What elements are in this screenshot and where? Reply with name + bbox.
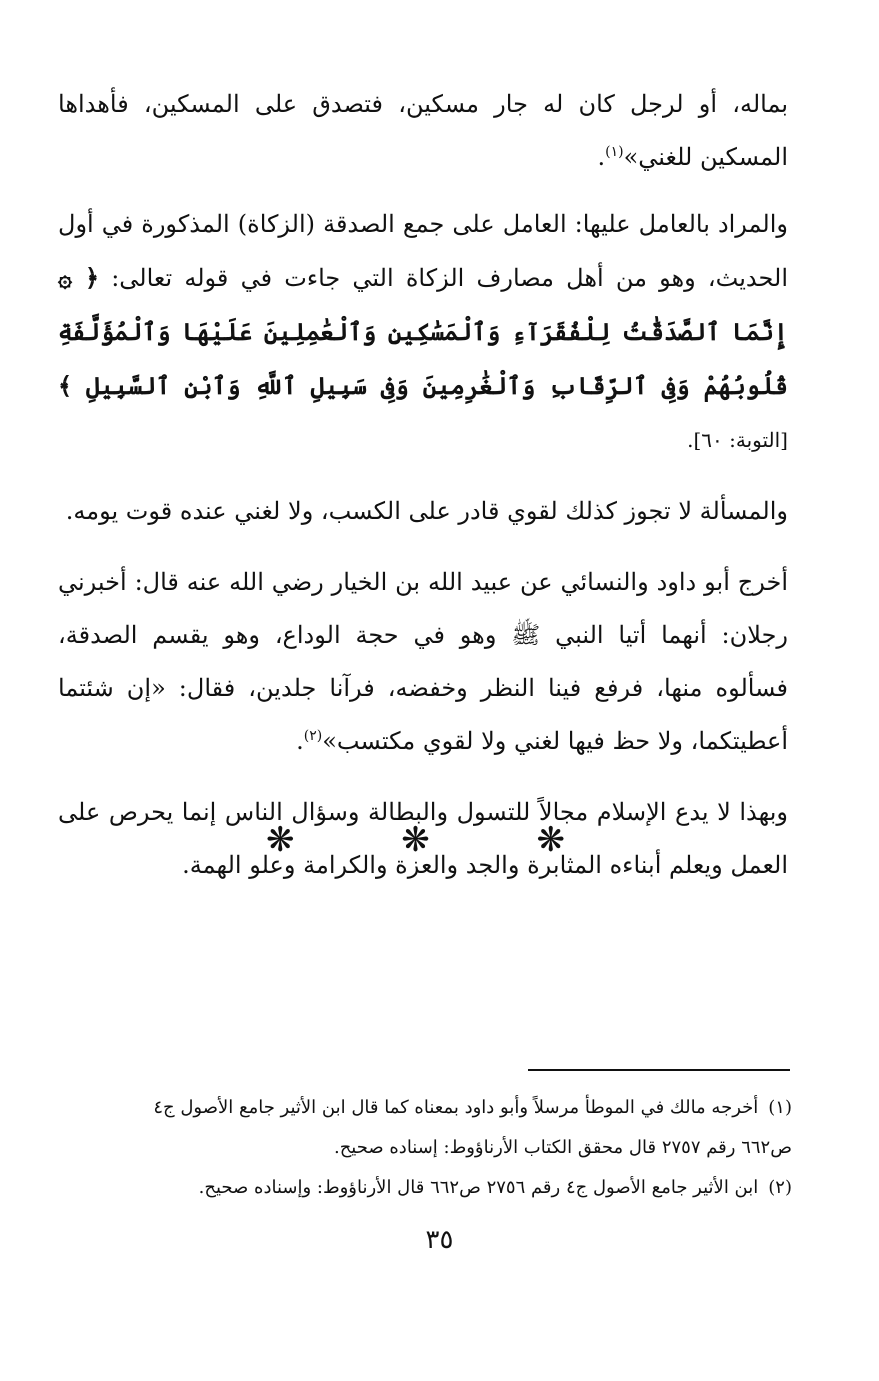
section-separator: ❋ ❋ ❋ <box>265 820 614 860</box>
paragraph-3: والمسألة لا تجوز كذلك لقوي قادر على الكسب، ولا لغني عنده قوت يومه. <box>65 497 788 525</box>
page-number: ٣٥ <box>425 1225 454 1255</box>
quran-verse: ﴿ ۞ إِنَّمَا ٱلصَّدَقَٰتُ لِلْفُقَرَآءِ وَٱلْمَسَٰكِينِ وَٱلْعَٰمِلِينَ عَلَيْهَا وَٱلْمُؤَلَّفَةِ قُلُوبُهُمْ وَفِى ٱلرِّقَابِ وَٱلْغَٰرِمِينَ وَفِى سَبِيلِ ٱللَّهِ وَٱبْنِ ٱلسَّبِيلِ ﴾ <box>58 263 788 400</box>
paragraph-5: وبهذا لا يدع الإسلام مجالاً للتسول والبطالة وسؤال الناس إنما يحرص على العمل ويعلم أبناءه المثابرة والجد والعزة والكرامة وعلو الهمة. <box>58 798 788 879</box>
quran-reference: [التوبة: ٦٠]. <box>687 428 788 452</box>
footnote-1: (١)أخرجه مالك في الموطأ مرسلاً وأبو داود بمعناه كما قال ابن الأثير جامع الأصول ج٤ <box>80 1088 792 1128</box>
footnote-divider <box>528 1069 790 1071</box>
footnote-ref-1: (١) <box>605 144 624 160</box>
footnote-ref-2: (٢) <box>303 728 323 744</box>
footnotes <box>80 1088 792 1208</box>
paragraph-1: بماله، أو لرجل كان له جار مسكين، فتصدق على المسكين، فأهداها المسكين للغني»$^{(١)}$. <box>58 90 788 171</box>
footnote-2: (٢)ابن الأثير جامع الأصول ج٤ رقم ٢٧٥٦ ص٦٦٢ قال الأرناؤوط: وإسناده صحيح. <box>80 1168 792 1208</box>
paragraph-2: والمراد بالعامل عليها: العامل على جمع الصدقة (الزكاة) المذكورة في أول الحديث، وهو من أهل مصارف الزكاة التي جاءت في قوله تعالى: ﴿ ۞ إِنَّمَا ٱلصَّدَقَٰتُ لِلْفُقَرَآءِ وَٱلْمَسَٰكِينِ وَٱلْعَٰمِلِينَ عَلَيْهَا وَٱلْمُؤَلَّفَةِ قُلُوبُهُمْ وَفِى ٱلرِّقَابِ وَٱلْغَٰرِمِينَ وَفِى سَبِيلِ ٱللَّهِ وَٱبْنِ ٱلسَّبِيلِ ﴾ [التوبة: ٦٠]. <box>58 210 788 452</box>
paragraph-4: أخرج أبو داود والنسائي عن عبيد الله بن الخيار رضي الله عنه قال: أخبرني رجلان: أنهما أتيا النبي ﷺ وهو في حجة الوداع، وهو يقسم الصدقة، فسألوه منها، فرفع فينا النظر وخفضه، فرآنا جلدين، فقال: «إن شئتما أعطيتكما، ولا حظ فيها لغني ولا لقوي مكتسب»$^{(٢)}$. <box>58 568 788 755</box>
footnote-number: (٢) <box>768 1177 792 1198</box>
footnote-1-continued: ص٦٦٢ رقم ٢٧٥٧ قال محقق الكتاب الأرناؤوط: إسناده صحيح. <box>333 1137 792 1158</box>
footnote-number: (١) <box>768 1097 792 1118</box>
main-text <box>58 78 788 910</box>
